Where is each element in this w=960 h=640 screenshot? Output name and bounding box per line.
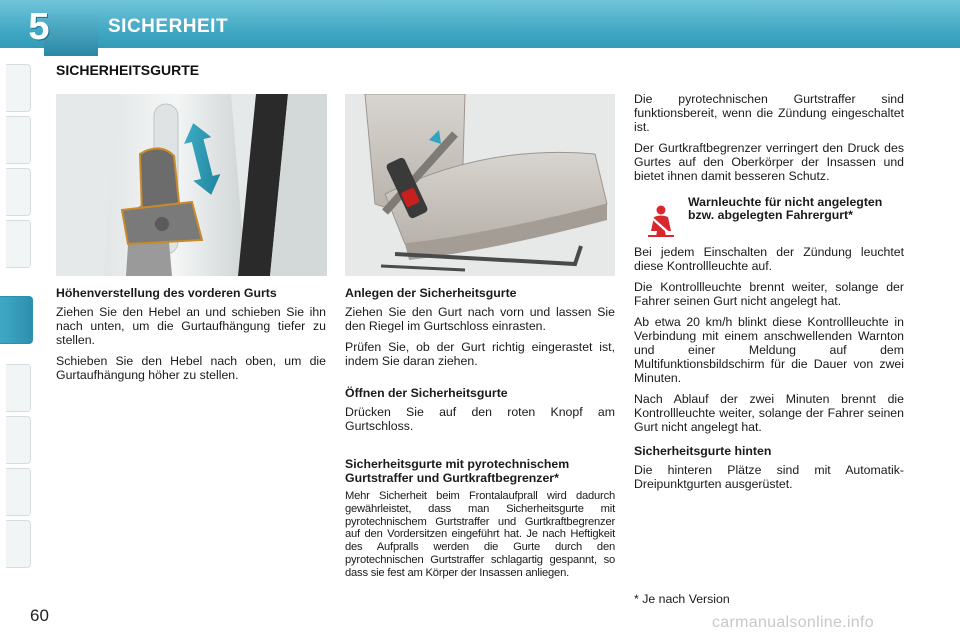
belt-height-adjuster-illustration: [56, 94, 327, 276]
seatbelt-warning-icon: [646, 204, 676, 238]
pretensioner-heading: Sicherheitsgurte mit pyrotechnischem Gurtstraffer und Gurtkraftbegrenzer*: [345, 457, 570, 485]
rear-belts-text: Die hinteren Plätze sind mit Automatik-Dreipunktgurten ausgerüstet.: [634, 463, 904, 491]
height-adjust-text-2: Schieben Sie den Hebel nach oben, um die Gurtaufhängung höher zu stellen.: [56, 354, 326, 382]
chapter-title: SICHERHEIT: [108, 16, 229, 37]
force-limiter-text: Der Gurtkraftbegrenzer verringert den Druck des Gurtes auf den Oberkörper der Insassen und bietet ihnen damit besseren Schutz.: [634, 141, 904, 183]
belt-height-adjuster-photo: [56, 94, 327, 276]
pretensioner-ready-text: Die pyrotechnischen Gurtstraffer sind funktionsbereit, wenn die Zündung eingeschaltet ist.: [634, 92, 904, 134]
watermark: carmanualsonline.info: [712, 614, 874, 631]
seatbelt-warning-title: Warnleuchte für nicht angelegten bzw. abgelegten Fahrergurt*: [688, 195, 883, 222]
fasten-text-2: Prüfen Sie, ob der Gurt richtig eingerastet ist, indem Sie daran ziehen.: [345, 340, 615, 368]
info-column: [634, 92, 904, 498]
height-adjust-heading: Höhenverstellung des vorderen Gurts: [56, 286, 277, 300]
thumb-tab[interactable]: [6, 64, 31, 112]
seat-buckle-illustration: [345, 94, 615, 276]
release-text: Drücken Sie auf den roten Knopf am Gurtschloss.: [345, 405, 615, 433]
chapter-number: 5: [28, 6, 50, 48]
warning-text-2: Die Kontrollleuchte brennt weiter, solange der Fahrer seinen Gurt nicht angelegt hat.: [634, 280, 904, 308]
release-heading: Öffnen der Sicherheitsgurte: [345, 386, 508, 400]
thumb-tab[interactable]: [6, 520, 31, 568]
page-number: 60: [30, 606, 49, 625]
seatbelt-warning-block: [640, 196, 908, 246]
thumb-tab[interactable]: [6, 116, 31, 164]
seat-buckle-photo: [345, 94, 615, 276]
thumb-tab[interactable]: [6, 220, 31, 268]
thumb-tab[interactable]: [6, 416, 31, 464]
warning-text-4: Nach Ablauf der zwei Minuten brennt die Kontrollleuchte weiter, solange der Fahrer seinen Gurt nicht angelegt hat.: [634, 392, 904, 434]
height-adjust-text-1: Ziehen Sie den Hebel an und schieben Sie ihn nach unten, um die Gurtaufhängung tiefer zu stellen.: [56, 305, 326, 347]
fasten-column: [345, 286, 615, 587]
thumb-tab[interactable]: [6, 468, 31, 516]
rear-belts-heading: Sicherheitsgurte hinten: [634, 444, 772, 458]
section-title: SICHERHEITSGURTE: [56, 62, 200, 78]
pretensioner-text: Mehr Sicherheit beim Frontalaufprall wird dadurch gewährleistet, dass man Sicherheitsgurte mit pyrotechnischem Gurtstraffer und Gurtkraftbegrenzer auf den Vordersitzen eingeführt hat. Je nach Heftigkeit des Aufpralls werden die Gurte durch den pyrotechnischen Gurtstraffer schlagartig gespannt, so dass sie fest am Körper der Insassen anliegen.: [345, 490, 615, 579]
fasten-text-1: Ziehen Sie den Gurt nach vorn und lassen Sie den Riegel im Gurtschloss einrasten.: [345, 305, 615, 333]
thumb-tab[interactable]: [6, 168, 31, 216]
thumb-tab-active[interactable]: [0, 296, 33, 344]
warning-text-1: Bei jedem Einschalten der Zündung leuchtet diese Kontrollleuchte auf.: [634, 245, 904, 273]
thumb-index: [0, 64, 36, 576]
footnote: * Je nach Version: [634, 592, 730, 606]
thumb-tab[interactable]: [6, 364, 31, 412]
fasten-heading: Anlegen der Sicherheitsgurte: [345, 286, 517, 300]
height-adjust-column: [56, 286, 326, 389]
warning-text-3: Ab etwa 20 km/h blinkt diese Kontrollleuchte in Verbindung mit einem anschwellenden Warnton und einer Meldung auf dem Multifunktionsbildschirm für die Dauer von zwei Minuten.: [634, 315, 904, 385]
